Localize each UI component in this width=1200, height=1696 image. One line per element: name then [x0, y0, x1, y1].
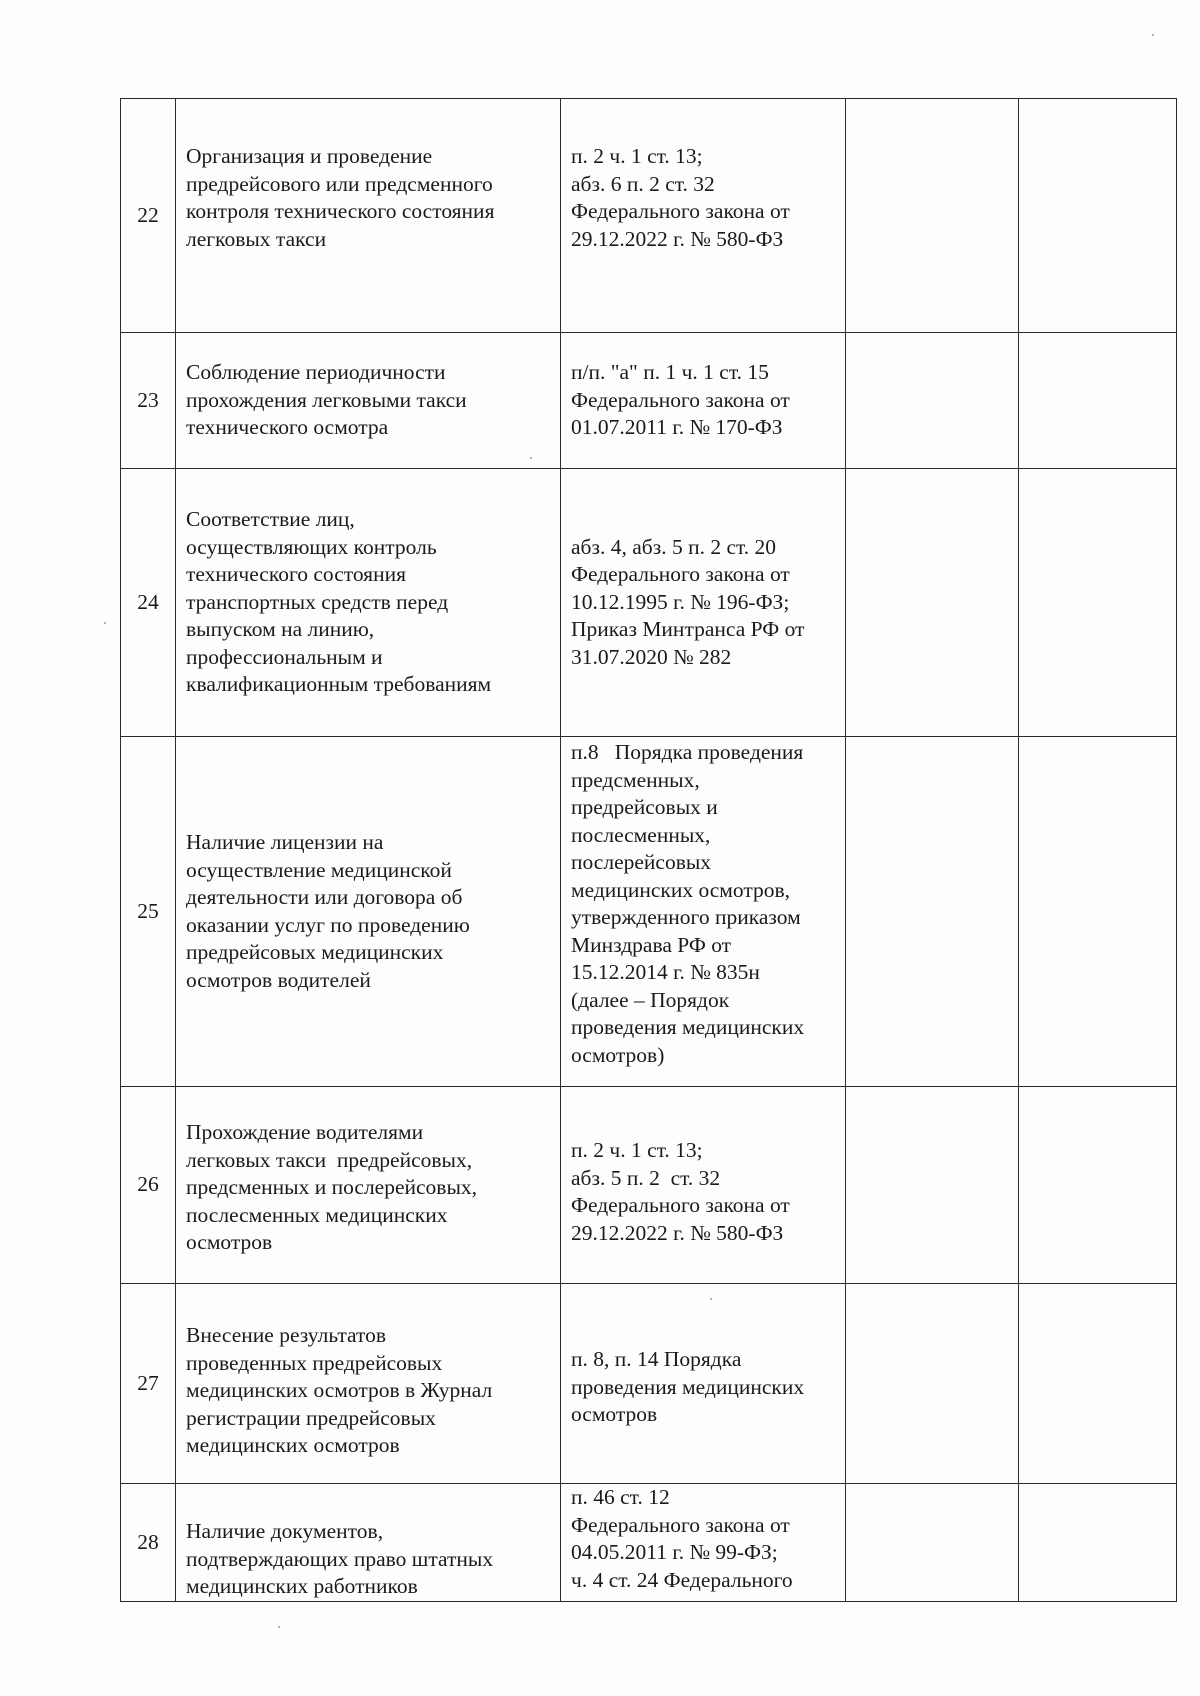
requirement-line: осуществление медицинской [186, 857, 452, 882]
requirement-line: медицинских работников [186, 1574, 418, 1598]
reference-line: Федерального закона от [571, 1193, 790, 1217]
scan-speck [530, 457, 532, 459]
reference-line: 29.12.2022 г. № 580-ФЗ [571, 226, 784, 251]
table-row [121, 333, 1177, 469]
row-number: 27 [121, 1284, 176, 1484]
requirement-cell [176, 469, 561, 737]
reference-line: послесменных, [571, 822, 711, 847]
reference-line: проведения медицинских [571, 1374, 805, 1399]
requirement-line: подтверждающих право штатных [186, 1546, 494, 1571]
requirement-cell [176, 1484, 561, 1602]
reference-line: осмотров [571, 1402, 658, 1426]
requirement-cell [176, 99, 561, 333]
reference-line: Минздрава РФ от [571, 932, 732, 957]
empty-cell [1019, 469, 1177, 737]
legal-reference-cell [561, 737, 846, 1087]
reference-line: 01.07.2011 г. № 170-ФЗ [571, 415, 783, 439]
empty-cell [846, 333, 1019, 469]
requirement-line: Организация и проведение [186, 144, 433, 168]
reference-line: абз. 4, абз. 5 п. 2 ст. 20 [571, 534, 777, 559]
empty-cell [846, 737, 1019, 1087]
legal-reference-cell [561, 1484, 846, 1602]
requirement-line: осмотров [186, 1230, 273, 1254]
reference-line: (далее – Порядок [571, 987, 730, 1012]
reference-line: 10.12.1995 г. № 196-ФЗ; [571, 589, 790, 614]
requirement-line: Наличие документов, [186, 1519, 384, 1543]
requirement-line: деятельности или договора об [186, 885, 463, 909]
requirement-line: предрейсовых медицинских [186, 940, 444, 964]
requirement-line: Наличие лицензии на [186, 830, 384, 854]
reference-line: 31.07.2020 № 282 [571, 644, 732, 669]
requirement-line: осмотров водителей [186, 967, 371, 992]
scan-speck [104, 622, 106, 624]
requirement-cell [176, 1284, 561, 1484]
reference-line: п.8 Порядка проведения [571, 740, 804, 764]
legal-reference-cell [561, 1284, 846, 1484]
reference-line: п/п. "а" п. 1 ч. 1 ст. 15 [571, 360, 769, 384]
reference-line: Приказ Минтранса РФ от [571, 617, 805, 642]
empty-cell [1019, 99, 1177, 333]
reference-line: п. 2 ч. 1 ст. 13; [571, 1138, 703, 1162]
requirement-line: квалификационным требованиям [186, 672, 492, 697]
table-row [121, 469, 1177, 737]
reference-line: п. 2 ч. 1 ст. 13; [571, 144, 703, 168]
reference-line: проведения медицинских [571, 1015, 805, 1039]
reference-line: послерейсовых [571, 850, 712, 874]
requirement-cell [176, 1087, 561, 1284]
empty-cell [1019, 1484, 1177, 1602]
requirement-cell [176, 333, 561, 469]
requirement-line: выпуском на линию, [186, 617, 375, 642]
requirement-line: оказании услуг по проведению [186, 912, 470, 937]
legal-reference-cell [561, 99, 846, 333]
requirement-line: предрейсового или предсменного [186, 171, 493, 196]
scan-speck [1152, 34, 1154, 36]
scan-speck [278, 1626, 280, 1628]
requirement-line: контроля технического состояния [186, 199, 495, 223]
requirement-line: осуществляющих контроль [186, 534, 437, 559]
reference-line: Федерального закона от [571, 562, 790, 587]
row-number: 28 [121, 1484, 176, 1602]
table-row [121, 99, 1177, 333]
empty-cell [846, 469, 1019, 737]
empty-cell [846, 1284, 1019, 1484]
row-number: 22 [121, 99, 176, 333]
requirement-line: технического состояния [186, 562, 406, 587]
requirement-line: Соответствие лиц, [186, 507, 355, 532]
empty-cell [1019, 1087, 1177, 1284]
table-row [121, 1484, 1177, 1602]
requirement-line: технического осмотра [186, 415, 389, 439]
reference-line: Федерального закона от [571, 199, 790, 223]
legal-reference-cell [561, 333, 846, 469]
reference-line: предрейсовых и [571, 795, 718, 819]
reference-line: ч. 4 ст. 24 Федерального [571, 1567, 793, 1592]
reference-line: Федерального закона от [571, 1512, 790, 1537]
requirement-line: Прохождение водителями [186, 1120, 424, 1144]
empty-cell [1019, 737, 1177, 1087]
requirement-line: медицинских осмотров в Журнал [186, 1378, 493, 1402]
table-row [121, 1284, 1177, 1484]
requirement-line: проведенных предрейсовых [186, 1350, 443, 1375]
table-row [121, 1087, 1177, 1284]
requirement-line: профессиональным и [186, 644, 383, 669]
requirement-line: Соблюдение периодичности [186, 360, 446, 384]
requirement-line: регистрации предрейсовых [186, 1405, 436, 1430]
reference-line: п. 46 ст. 12 [571, 1485, 670, 1509]
table-row [121, 737, 1177, 1087]
row-number: 26 [121, 1087, 176, 1284]
reference-line: абз. 6 п. 2 ст. 32 [571, 171, 715, 196]
row-number: 24 [121, 469, 176, 737]
row-number: 25 [121, 737, 176, 1087]
scan-speck [710, 1298, 712, 1300]
reference-line: утвержденного приказом [571, 905, 801, 929]
requirement-line: послесменных медицинских [186, 1202, 448, 1227]
checklist-table [120, 98, 1177, 1602]
empty-cell [846, 1087, 1019, 1284]
requirement-cell [176, 737, 561, 1087]
empty-cell [846, 99, 1019, 333]
requirement-line: Внесение результатов [186, 1323, 386, 1347]
requirement-line: предсменных и послерейсовых, [186, 1175, 478, 1199]
requirement-line: легковых такси предрейсовых, [186, 1147, 473, 1172]
reference-line: 29.12.2022 г. № 580-ФЗ [571, 1220, 784, 1245]
requirement-line: прохождения легковыми такси [186, 387, 467, 412]
reference-line: осмотров) [571, 1042, 665, 1067]
requirement-line: медицинских осмотров [186, 1433, 400, 1457]
legal-reference-cell [561, 469, 846, 737]
empty-cell [1019, 1284, 1177, 1484]
reference-line: п. 8, п. 14 Порядка [571, 1347, 742, 1371]
reference-line: предсменных, [571, 767, 700, 792]
requirement-line: транспортных средств перед [186, 589, 449, 614]
empty-cell [846, 1484, 1019, 1602]
requirement-line: легковых такси [186, 226, 327, 251]
empty-cell [1019, 333, 1177, 469]
reference-line: Федерального закона от [571, 387, 790, 412]
reference-line: абз. 5 п. 2 ст. 32 [571, 1165, 721, 1190]
reference-line: медицинских осмотров, [571, 877, 791, 902]
row-number: 23 [121, 333, 176, 469]
reference-line: 15.12.2014 г. № 835н [571, 960, 760, 984]
reference-line: 04.05.2011 г. № 99-ФЗ; [571, 1540, 778, 1564]
legal-reference-cell [561, 1087, 846, 1284]
